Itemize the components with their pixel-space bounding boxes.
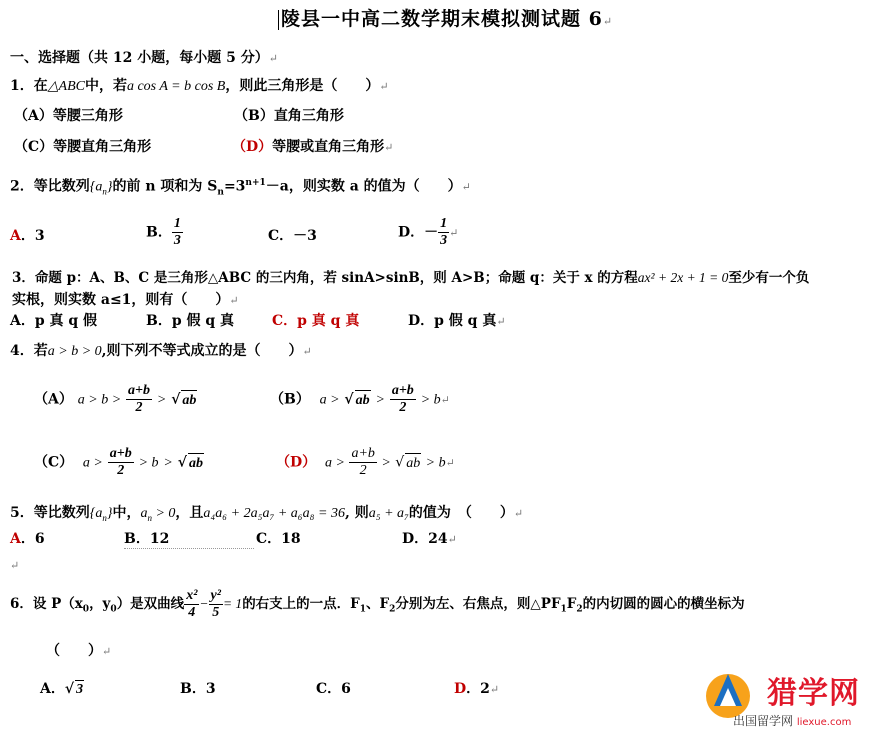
question-5-option-c: C．18 [256, 531, 301, 547]
question-1-option-b: （B）直角三角形 [234, 108, 344, 124]
question-5-option-b: B．12 [124, 530, 254, 549]
watermark-subtext: 出国留学网 liexue.com [733, 714, 852, 728]
question-1-option-c: （C）等腰直角三角形 [14, 139, 152, 155]
question-3-stem-line1: 3．命题 p：A、B、C 是三角形△ABC 的三内角，若 sinA>sinB，则 A>B；命题 q：关于 x 的方程ax² + 2x + 1 = 0至少有一个负 [12, 270, 810, 286]
question-6-answer-paren: （ ）↵ [46, 643, 112, 659]
question-1-stem: 1．在△ABC中，若a cos A = b cos B，则此三角形是（ ）↵ [10, 78, 389, 94]
question-6-stem: 6．设 $P(x_0$，$y_0$）是双曲线 $\frac{\text{x²}}{4}$ − $\frac{\text{y²}}{5}$ = 1的右支上的一点．$F_1$、$F_2$分别为左、右焦点，则$\triangle PF_1F_2$的内切圆的圆心的横坐标为 [10, 588, 745, 620]
text-cursor [278, 10, 279, 30]
question-5-option-a: A．6 [10, 531, 45, 547]
question-1-option-d: （D）等腰或直角三角形↵ [232, 139, 394, 155]
question-2-option-a: A．3 [10, 228, 45, 244]
question-4-option-c: （C） a > $\frac{a+b}{2}$ > b > √ ab [34, 446, 203, 478]
question-4-option-d: （D） a > $\frac{a+b}{2}$ > √ ab > b↵ [276, 446, 455, 478]
question-5-option-d: D．24↵ [402, 531, 457, 547]
question-4-stem: 4．若a > b > 0,则下列不等式成立的是（ ）↵ [10, 343, 312, 359]
question-2-option-b: B． $\frac{1}{3}$ [146, 216, 181, 248]
question-1-option-a: （A）等腰三角形 [14, 108, 123, 124]
question-6-option-d: D．2↵ [454, 681, 500, 697]
question-2-option-c: C．－3 [268, 228, 317, 244]
watermark-brand: 猎学网 [767, 676, 860, 711]
section-heading: 一、选择题（共 12 小题，每小题 5 分）↵ [10, 50, 278, 66]
empty-paragraph-mark: ↵ [10, 559, 20, 572]
question-6-option-a: A．√ 3 [40, 681, 84, 697]
question-6-option-c: C．6 [316, 681, 351, 697]
question-4-option-a: （A） a > b > $\frac{a+b}{2}$ > √ ab [34, 383, 197, 415]
question-3-option-c: C．p 真 q 真 [272, 313, 360, 329]
page-title: 陵县一中高二数学期末模拟测试题 6↵ [278, 10, 613, 31]
question-5-stem: 5．等比数列$\{a_n\}$中，$a_n > 0$，且a₄a₆ + 2a₅a₇ + a₆a₈ = 36, 则a₅ + a₇的值为 （ ）↵ [10, 505, 524, 523]
question-2-stem: 2．等比数列$\{a_n\}$的前 n 项和为 $S_n=3^{n+1}-a$，则实数 a 的值为（ ）↵ [10, 178, 471, 198]
question-4-option-b: （B） a > √ ab > $\frac{a+b}{2}$ > b↵ [270, 383, 450, 415]
question-3-option-a: A．p 真 q 假 [10, 313, 98, 329]
question-6-option-b: B．3 [180, 681, 216, 697]
question-2-option-d: D．－ $\frac{1}{3}$ ↵ [398, 216, 459, 248]
question-3-stem-line2: 实根，则实数 a≤1，则有（ ）↵ [12, 292, 239, 308]
question-3-option-b: B．p 假 q 真 [146, 313, 235, 329]
question-3-option-d: D．p 假 q 真↵ [408, 313, 506, 329]
